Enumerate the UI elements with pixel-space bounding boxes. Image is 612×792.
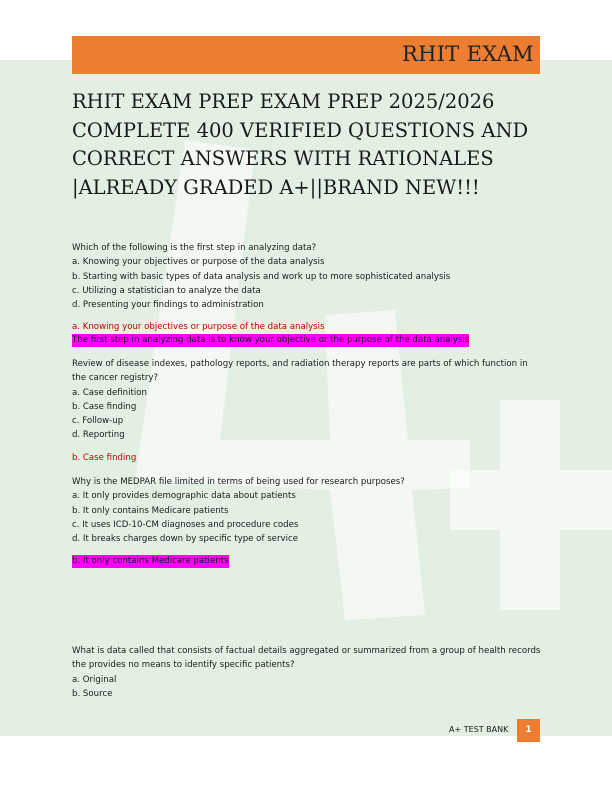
page-number: 1 <box>517 719 540 742</box>
option: d. Reporting <box>72 430 125 441</box>
question-block <box>72 241 542 312</box>
option: b. Case finding <box>72 401 137 412</box>
option: b. It only contains Medicare patients <box>72 505 229 516</box>
question-text: What is data called that consists of factual details aggregated or summarized from a group of health records the provides no means to identify specific patients? <box>72 646 541 671</box>
question-block <box>72 357 542 443</box>
question-text: Which of the following is the first step in analyzing data? <box>72 243 317 253</box>
option: d. Presenting your findings to administration <box>72 300 264 311</box>
option: a. Knowing your objectives or purpose of the data analysis <box>72 257 325 268</box>
answer-highlight: b. It only contains Medicare patients <box>72 556 229 566</box>
header-title: RHIT EXAM <box>401 42 534 66</box>
header-band <box>72 36 540 74</box>
rationale-highlight: The first step in analyzing data is to know your objective or the purpose of the data analysis <box>72 335 470 345</box>
option: b. Source <box>72 688 113 699</box>
correct-answer: a. Knowing your objectives or purpose of the data analysis <box>72 322 325 332</box>
question-text: Review of disease indexes, pathology reports, and radiation therapy reports are parts of which function in the cancer registry? <box>72 359 528 384</box>
document-title: RHIT EXAM PREP EXAM PREP 2025/2026 COMPLETE 400 VERIFIED QUESTIONS AND CORRECT ANSWERS WITH RATIONALES |ALREADY GRADED A+||BRAND NEW!!! <box>72 90 529 199</box>
option: a. Case definition <box>72 387 147 398</box>
option: c. Utilizing a statistician to analyze the data <box>72 285 261 296</box>
rationale <box>72 334 469 347</box>
question-text: Why is the MEDPAR file limited in terms of being used for research purposes? <box>72 477 405 487</box>
correct-answer-highlight <box>72 555 229 568</box>
option: c. It uses ICD-10-CM diagnoses and procedure codes <box>72 519 299 530</box>
footer-label: A+ TEST BANK <box>449 725 509 734</box>
option: c. Follow-up <box>72 416 124 427</box>
option: a. It only provides demographic data about patients <box>72 491 296 502</box>
option: d. It breaks charges down by specific type of service <box>72 534 298 545</box>
question-block <box>72 475 542 546</box>
option: b. Starting with basic types of data analysis and work up to more sophisticated analysis <box>72 271 451 282</box>
option: a. Original <box>72 674 117 685</box>
correct-answer: b. Case finding <box>72 453 137 463</box>
question-block <box>72 644 542 701</box>
